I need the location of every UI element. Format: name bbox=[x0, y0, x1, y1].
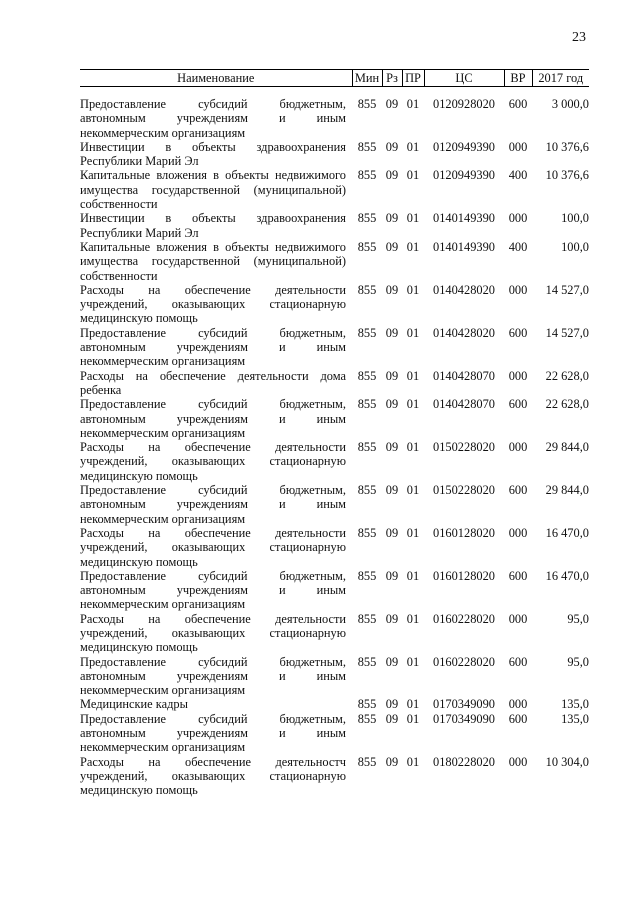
row-pr: 01 bbox=[406, 483, 420, 498]
row-vr: 600 bbox=[508, 397, 528, 412]
row-pr: 01 bbox=[406, 525, 420, 540]
row-pr: 01 bbox=[406, 397, 420, 412]
row-cs: 0160128020 bbox=[433, 568, 495, 583]
row-cs: 0150228020 bbox=[433, 483, 495, 498]
row-pr: 01 bbox=[406, 754, 420, 769]
row-pr: 01 bbox=[406, 711, 420, 726]
row-name: Медицинские кадры bbox=[80, 697, 188, 712]
row-min: 855 bbox=[357, 168, 377, 183]
row-cs: 0160228020 bbox=[433, 611, 495, 626]
row-rz: 09 bbox=[385, 239, 399, 254]
table-row bbox=[80, 326, 589, 369]
header-cs: ЦС bbox=[424, 70, 504, 87]
table-row bbox=[80, 712, 589, 755]
row-vr: 600 bbox=[508, 568, 528, 583]
row-min: 855 bbox=[357, 139, 377, 154]
row-min: 855 bbox=[357, 525, 377, 540]
row-vr: 600 bbox=[508, 654, 528, 669]
row-name: Предоставление субсидий бюджетным, автономным учреждениям и иным некоммерческим организациям bbox=[80, 711, 346, 755]
row-min: 855 bbox=[357, 282, 377, 297]
row-rz: 09 bbox=[385, 483, 399, 498]
row-cs: 0150228020 bbox=[433, 440, 495, 455]
budget-table bbox=[80, 69, 589, 798]
row-name: Предоставление субсидий бюджетным, автономным учреждениям и иным некоммерческим организациям bbox=[80, 483, 346, 526]
table-row bbox=[80, 569, 589, 612]
row-rz: 09 bbox=[385, 168, 399, 183]
row-amount: 10 376,6 bbox=[545, 139, 589, 154]
row-min: 855 bbox=[357, 368, 377, 383]
header-rz: Рз bbox=[382, 70, 402, 87]
table-row bbox=[80, 526, 589, 569]
row-name: Расходы на обеспечение деятельности учреждений, оказывающих стационарную медицинскую помощь bbox=[80, 611, 346, 655]
table-row bbox=[80, 483, 589, 526]
table-body bbox=[80, 87, 589, 798]
row-rz: 09 bbox=[385, 325, 399, 340]
table-row bbox=[80, 140, 589, 169]
row-pr: 01 bbox=[406, 611, 420, 626]
row-name: Расходы на обеспечение деятельности дома ребенка bbox=[80, 368, 346, 397]
row-cs: 0140149390 bbox=[433, 211, 495, 226]
row-rz: 09 bbox=[385, 440, 399, 455]
row-pr: 01 bbox=[406, 325, 420, 340]
row-vr: 600 bbox=[508, 97, 528, 111]
row-cs: 0140428020 bbox=[433, 282, 495, 297]
row-vr: 000 bbox=[508, 754, 528, 769]
row-vr: 000 bbox=[508, 211, 528, 226]
row-amount: 100,0 bbox=[561, 211, 589, 226]
row-pr: 01 bbox=[406, 568, 420, 583]
row-name: Расходы на обеспечение деятельности учреждений, оказывающих стационарную медицинскую помощь bbox=[80, 282, 346, 326]
table-row bbox=[80, 283, 589, 326]
row-pr: 01 bbox=[406, 168, 420, 183]
row-min: 855 bbox=[357, 611, 377, 626]
row-rz: 09 bbox=[385, 282, 399, 297]
header-vr: ВР bbox=[504, 70, 532, 87]
row-cs: 0140428020 bbox=[433, 325, 495, 340]
row-amount: 135,0 bbox=[561, 711, 589, 726]
row-min: 855 bbox=[357, 440, 377, 455]
row-name: Инвестиции в объекты здравоохранения Республики Марий Эл bbox=[80, 139, 346, 169]
header-pr: ПР bbox=[402, 70, 424, 87]
header-name: Наименование bbox=[80, 70, 352, 87]
row-pr: 01 bbox=[406, 239, 420, 254]
row-name: Инвестиции в объекты здравоохранения Республики Марий Эл bbox=[80, 211, 346, 240]
row-rz: 09 bbox=[385, 697, 399, 712]
table-header bbox=[80, 70, 589, 87]
row-vr: 400 bbox=[508, 168, 528, 183]
row-rz: 09 bbox=[385, 139, 399, 154]
row-min: 855 bbox=[357, 654, 377, 669]
row-cs: 0160128020 bbox=[433, 525, 495, 540]
header-min: Мин bbox=[352, 70, 382, 87]
row-pr: 01 bbox=[406, 97, 420, 111]
row-pr: 01 bbox=[406, 282, 420, 297]
row-min: 855 bbox=[357, 483, 377, 498]
row-rz: 09 bbox=[385, 611, 399, 626]
row-pr: 01 bbox=[406, 368, 420, 383]
row-amount: 16 470,0 bbox=[545, 568, 589, 583]
row-rz: 09 bbox=[385, 754, 399, 769]
row-rz: 09 bbox=[385, 97, 399, 111]
row-pr: 01 bbox=[406, 139, 420, 154]
row-name: Предоставление субсидий бюджетным, автономным учреждениям и иным некоммерческим организациям bbox=[80, 97, 346, 140]
row-min: 855 bbox=[357, 697, 377, 712]
row-vr: 000 bbox=[508, 697, 528, 712]
row-vr: 000 bbox=[508, 440, 528, 455]
table-row bbox=[80, 168, 589, 211]
table-row bbox=[80, 697, 589, 711]
row-name: Предоставление субсидий бюджетным, автономным учреждениям и иным некоммерческим организациям bbox=[80, 654, 346, 698]
row-rz: 09 bbox=[385, 525, 399, 540]
row-rz: 09 bbox=[385, 368, 399, 383]
table-row bbox=[80, 655, 589, 698]
row-rz: 09 bbox=[385, 568, 399, 583]
row-name: Расходы на обеспечение деятельности учреждений, оказывающих стационарную медицинскую помощь bbox=[80, 440, 346, 483]
row-vr: 400 bbox=[508, 239, 528, 254]
row-rz: 09 bbox=[385, 211, 399, 226]
row-vr: 000 bbox=[508, 139, 528, 154]
row-amount: 95,0 bbox=[567, 611, 589, 626]
row-min: 855 bbox=[357, 239, 377, 254]
row-cs: 0170349090 bbox=[433, 697, 495, 712]
row-min: 855 bbox=[357, 397, 377, 412]
table-row bbox=[80, 240, 589, 283]
row-name: Предоставление субсидий бюджетным, автономным учреждениям и иным некоммерческим организациям bbox=[80, 397, 346, 440]
row-min: 855 bbox=[357, 97, 377, 111]
row-amount: 10 376,6 bbox=[545, 168, 589, 183]
row-vr: 000 bbox=[508, 282, 528, 297]
row-rz: 09 bbox=[385, 654, 399, 669]
row-rz: 09 bbox=[385, 711, 399, 726]
row-amount: 22 628,0 bbox=[545, 368, 589, 383]
row-cs: 0120928020 bbox=[433, 97, 495, 111]
row-vr: 000 bbox=[508, 525, 528, 540]
table-row bbox=[80, 369, 589, 398]
row-cs: 0140428070 bbox=[433, 397, 495, 412]
table-row bbox=[80, 397, 589, 440]
row-name: Расходы на обеспечение деятельности учреждений, оказывающих стационарную медицинскую помощь bbox=[80, 525, 346, 569]
table-row bbox=[80, 755, 589, 798]
row-rz: 09 bbox=[385, 397, 399, 412]
row-name: Предоставление субсидий бюджетным, автономным учреждениям и иным некоммерческим организациям bbox=[80, 325, 346, 369]
row-amount: 29 844,0 bbox=[545, 483, 589, 498]
row-name: Капитальные вложения в объекты недвижимого имущества государственной (муниципальной) собственности bbox=[80, 168, 346, 212]
row-amount: 29 844,0 bbox=[545, 440, 589, 455]
page-number: 23 bbox=[572, 30, 586, 45]
row-amount: 16 470,0 bbox=[545, 525, 589, 540]
row-pr: 01 bbox=[406, 654, 420, 669]
table-row bbox=[80, 211, 589, 240]
header-year: 2017 год bbox=[532, 70, 589, 87]
row-cs: 0170349090 bbox=[433, 711, 495, 726]
row-amount: 14 527,0 bbox=[545, 325, 589, 340]
table-row bbox=[80, 87, 589, 140]
row-cs: 0120949390 bbox=[433, 139, 495, 154]
row-vr: 600 bbox=[508, 325, 528, 340]
row-min: 855 bbox=[357, 325, 377, 340]
row-min: 855 bbox=[357, 711, 377, 726]
row-amount: 22 628,0 bbox=[545, 397, 589, 412]
row-vr: 600 bbox=[508, 711, 528, 726]
row-pr: 01 bbox=[406, 211, 420, 226]
row-cs: 0140149390 bbox=[433, 239, 495, 254]
row-pr: 01 bbox=[406, 440, 420, 455]
row-amount: 3 000,0 bbox=[551, 97, 589, 111]
row-amount: 14 527,0 bbox=[545, 282, 589, 297]
row-name: Предоставление субсидий бюджетным, автономным учреждениям и иным некоммерческим организациям bbox=[80, 568, 346, 612]
row-pr: 01 bbox=[406, 697, 420, 712]
row-min: 855 bbox=[357, 754, 377, 769]
table-row bbox=[80, 440, 589, 483]
row-name: Расходы на обеспечение деятельностч учреждений, оказывающих стационарную медицинскую помощь bbox=[80, 754, 346, 798]
row-cs: 0180228020 bbox=[433, 754, 495, 769]
row-name: Капитальные вложения в объекты недвижимого имущества государственной (муниципальной) собственности bbox=[80, 239, 346, 283]
row-vr: 600 bbox=[508, 483, 528, 498]
row-cs: 0140428070 bbox=[433, 368, 495, 383]
table-row bbox=[80, 612, 589, 655]
row-amount: 10 304,0 bbox=[545, 754, 589, 769]
row-min: 855 bbox=[357, 211, 377, 226]
row-cs: 0160228020 bbox=[433, 654, 495, 669]
row-cs: 0120949390 bbox=[433, 168, 495, 183]
row-amount: 95,0 bbox=[567, 654, 589, 669]
row-vr: 000 bbox=[508, 611, 528, 626]
row-amount: 135,0 bbox=[561, 697, 589, 712]
row-amount: 100,0 bbox=[561, 239, 589, 254]
row-min: 855 bbox=[357, 568, 377, 583]
row-vr: 000 bbox=[508, 368, 528, 383]
